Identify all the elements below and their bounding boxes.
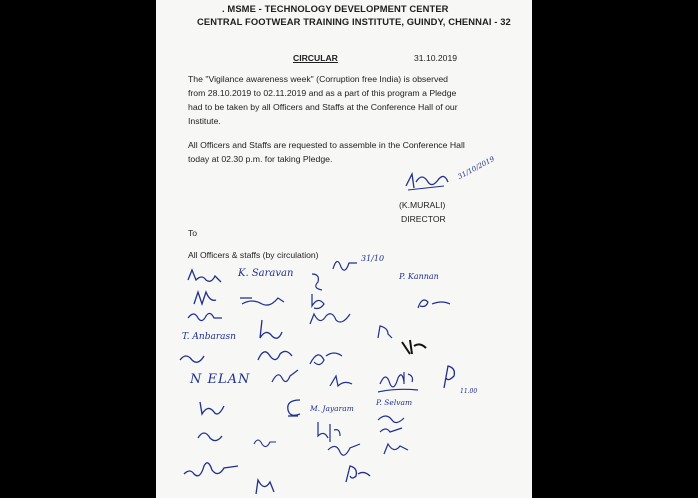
circular-title: CIRCULAR <box>293 53 338 63</box>
letterhead-org: . MSME - TECHNOLOGY DEVELOPMENT CENTER <box>222 3 449 14</box>
paragraph-1-line-2: from 28.10.2019 to 02.11.2019 and as a part of this program a Pledge <box>188 88 457 98</box>
letterhead-institute: CENTRAL FOOTWEAR TRAINING INSTITUTE, GUINDY, CHENNAI - 32 <box>197 16 511 27</box>
signature-scribble <box>186 308 226 328</box>
signatory-name: (K.MURALI) <box>399 200 446 210</box>
signature-scribble <box>256 344 296 368</box>
paragraph-2-line-2: today at 02.30 p.m. for taking Pledge. <box>188 154 333 164</box>
signature-scribble <box>382 440 412 462</box>
signature-scribble <box>282 396 306 424</box>
signatory-title: DIRECTOR <box>401 214 446 224</box>
signature-scribble <box>328 372 358 394</box>
signature-scribble <box>196 426 226 448</box>
signature-scribble <box>400 336 430 362</box>
signature-n-elango: N ELAN <box>190 372 251 387</box>
signature-scribble <box>178 350 208 370</box>
signature-scribble <box>252 476 278 498</box>
signature-k-saravanan: K. Saravan <box>238 268 294 279</box>
signature-date-note: 31/10 <box>361 254 385 263</box>
signature-scribble <box>308 310 354 332</box>
circular-date: 31.10.2019 <box>414 53 458 63</box>
signature-scribble <box>331 255 361 277</box>
signature-scribble <box>376 366 426 402</box>
signature-scribble <box>256 318 286 346</box>
paragraph-1-line-3: had to be taken by all Officers and Staffs at the Conference Hall of our <box>188 102 458 112</box>
circular-document <box>156 0 532 498</box>
paragraph-1-line-1: The "Vigilance awareness week" (Corruption free India) is observed <box>188 74 449 84</box>
signature-scribble <box>270 366 300 390</box>
signature-scribble <box>376 410 412 442</box>
director-signature <box>404 166 464 196</box>
signature-time-note: 11.00 <box>460 388 478 395</box>
signature-scribble <box>342 460 372 490</box>
signature-m-jayaraman: M. Jayaram <box>310 404 354 413</box>
signature-t-anbarasan: T. Anbarasn <box>182 332 236 342</box>
signature-scribble <box>416 294 456 316</box>
signature-scribble <box>252 434 280 454</box>
recipients-label: All Officers & staffs (by circulation) <box>188 250 319 260</box>
to-label: To <box>188 228 198 238</box>
signature-scribble <box>238 290 288 312</box>
signature-scribble <box>374 322 396 346</box>
director-handwritten-date: 31/10/2019 <box>456 154 496 182</box>
signature-scribble <box>182 458 242 486</box>
paragraph-2-line-1: All Officers and Staffs are requested to assemble in the Conference Hall <box>188 140 465 150</box>
signature-p-kannan: P. Kannan <box>399 272 439 281</box>
paragraph-1-line-4: Institute. <box>188 116 221 126</box>
signature-p-selvam: P. Selvam <box>376 398 413 407</box>
signature-scribble <box>196 398 230 422</box>
signature-scribble <box>186 266 226 288</box>
signature-scribble <box>306 346 346 372</box>
